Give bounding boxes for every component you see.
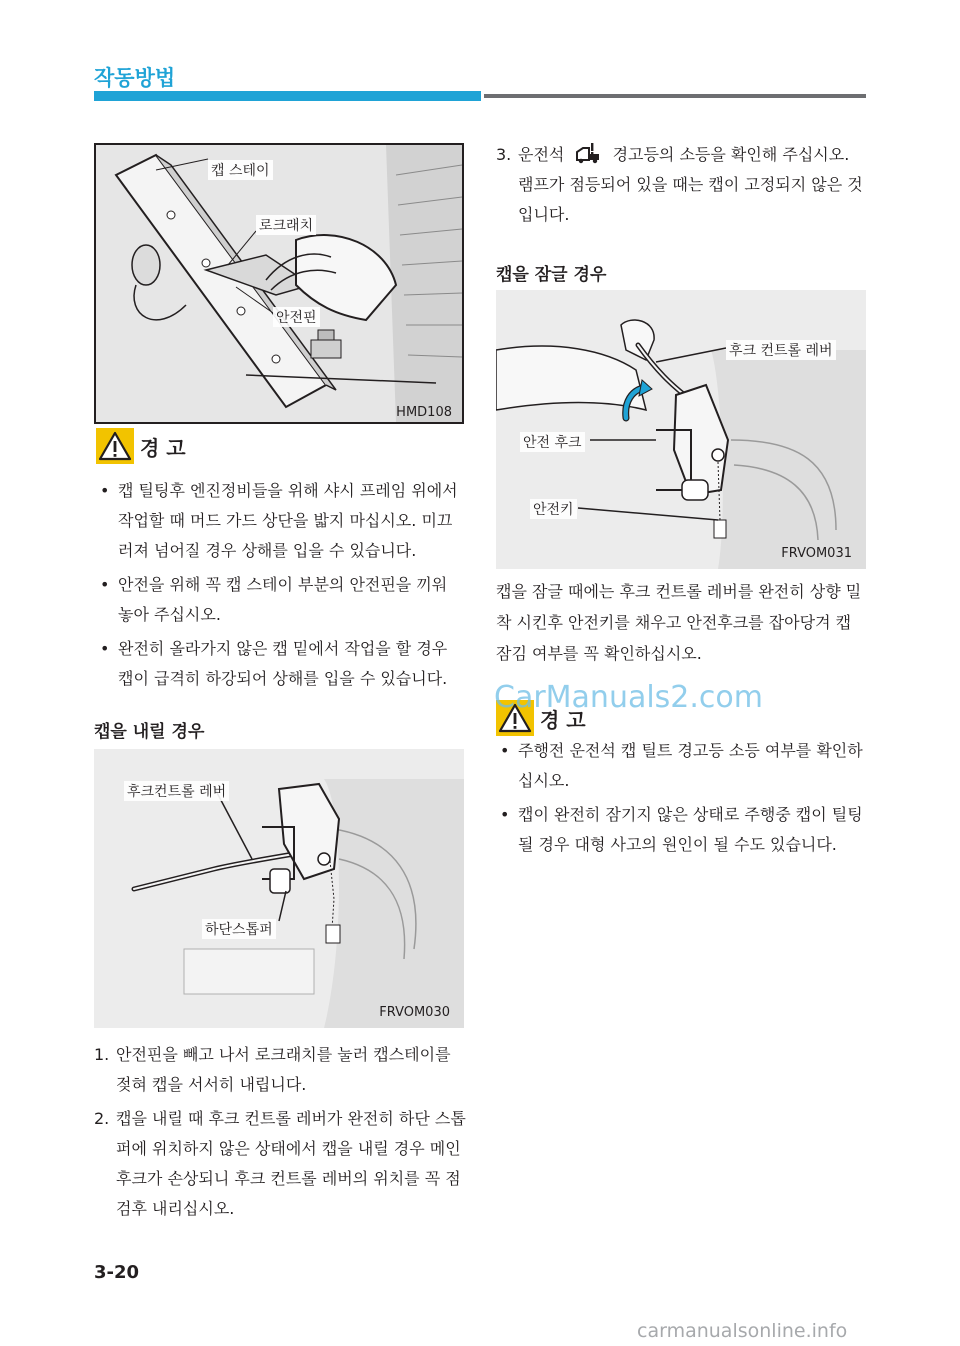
label-hook-control-lever: 후크컨트롤 레버 [124, 781, 229, 801]
header-accent-bar [94, 91, 481, 101]
cab-tilt-warning-icon [573, 142, 603, 164]
label-safety-key: 안전키 [530, 499, 577, 519]
list-item [94, 1040, 466, 1100]
step-number: 2. [94, 1109, 110, 1128]
list-item: • 완전히 올라가지 않은 캡 밑에서 작업을 할 경우 캡이 급격히 하강되어 상해를 입을 수 있습니다. [96, 634, 466, 694]
figure-code: HMD108 [396, 405, 452, 420]
step-number: 3. [496, 145, 512, 164]
section-title: 작동방법 [94, 66, 176, 90]
cab-stay-illustration [96, 145, 462, 422]
warning-title: 경 고 [540, 708, 586, 732]
figure-code: FRVOM030 [379, 1005, 450, 1020]
label-safety-pin: 안전핀 [273, 307, 320, 327]
warning-title: 경 고 [140, 436, 186, 460]
figure-lowering [94, 749, 464, 1028]
label-cab-stay: 캡 스테이 [208, 160, 273, 180]
figure-code: FRVOM031 [781, 546, 852, 561]
label-lower-stopper: 하단스톱퍼 [202, 919, 276, 939]
watermark: CarManuals2.com [494, 680, 764, 715]
step-text: 캡을 내릴 때 후크 컨트롤 레버가 완전히 하단 스톱퍼에 위치하지 않은 상태에서 캡을 내릴 경우 메인 후크가 손상되니 후크 컨트롤 레버의 위치를 꼭 점검후 내리십시오. [116, 1109, 466, 1218]
list-item: • 주행전 운전석 캡 틸트 경고등 소등 여부를 확인하십시오. [496, 736, 868, 796]
label-safety-hook: 안전 후크 [520, 432, 585, 452]
figure-locking [496, 290, 866, 569]
warning-triangle-icon [96, 428, 134, 464]
label-lock-latch: 로크래치 [256, 215, 316, 235]
warning-heading [96, 428, 296, 464]
label-hook-control-lever: 후크 컨트롤 레버 [726, 340, 836, 360]
page-number: 3-20 [94, 1262, 140, 1283]
hook-lever-lock-illustration [496, 290, 866, 569]
list-item: • 캡 틸팅후 엔진정비들을 위해 샤시 프레임 위에서 작업할 때 머드 가드 상단을 밟지 마십시오. 미끄러져 넘어질 경우 상해를 입을 수 있습니다. [96, 476, 466, 566]
warning-list [496, 736, 868, 864]
warning-list [96, 476, 466, 698]
header-rule [484, 94, 866, 98]
curved-arrow-icon [496, 290, 497, 291]
figure-cab-stay [94, 143, 464, 424]
step-text-after: 경고등의 소등을 확인해 주십시오. 램프가 점등되어 있을 때는 캡이 고정되지 않은 것입니다. [518, 145, 863, 224]
list-item [496, 140, 868, 230]
lowering-steps [94, 1040, 466, 1228]
lowering-heading: 캡을 내릴 경우 [94, 722, 205, 742]
site-watermark: carmanualsonline.info [637, 1320, 848, 1342]
step-number: 1. [94, 1045, 110, 1064]
locking-paragraph: 캡을 잠글 때에는 후크 컨트롤 레버를 완전히 상향 밀착 시킨후 안전키를 채우고 안전후크를 잡아당겨 캡 잠김 여부를 꼭 확인하십시오. [496, 582, 862, 663]
list-item: • 안전을 위해 꼭 캡 스테이 부분의 안전핀을 끼워 놓아 주십시오. [96, 570, 466, 630]
step-3 [496, 140, 868, 230]
locking-heading: 캡을 잠글 경우 [496, 265, 607, 285]
step-text: 안전핀을 빼고 나서 로크래치를 눌러 캡스테이를 젖혀 캡을 서서히 내립니다. [116, 1045, 451, 1094]
list-item: • 캡이 완전히 잠기지 않은 상태로 주행중 캡이 틸팅될 경우 대형 사고의 원인이 될 수도 있습니다. [496, 800, 868, 860]
step-text-before: 운전석 [518, 145, 565, 164]
list-item [94, 1104, 466, 1224]
